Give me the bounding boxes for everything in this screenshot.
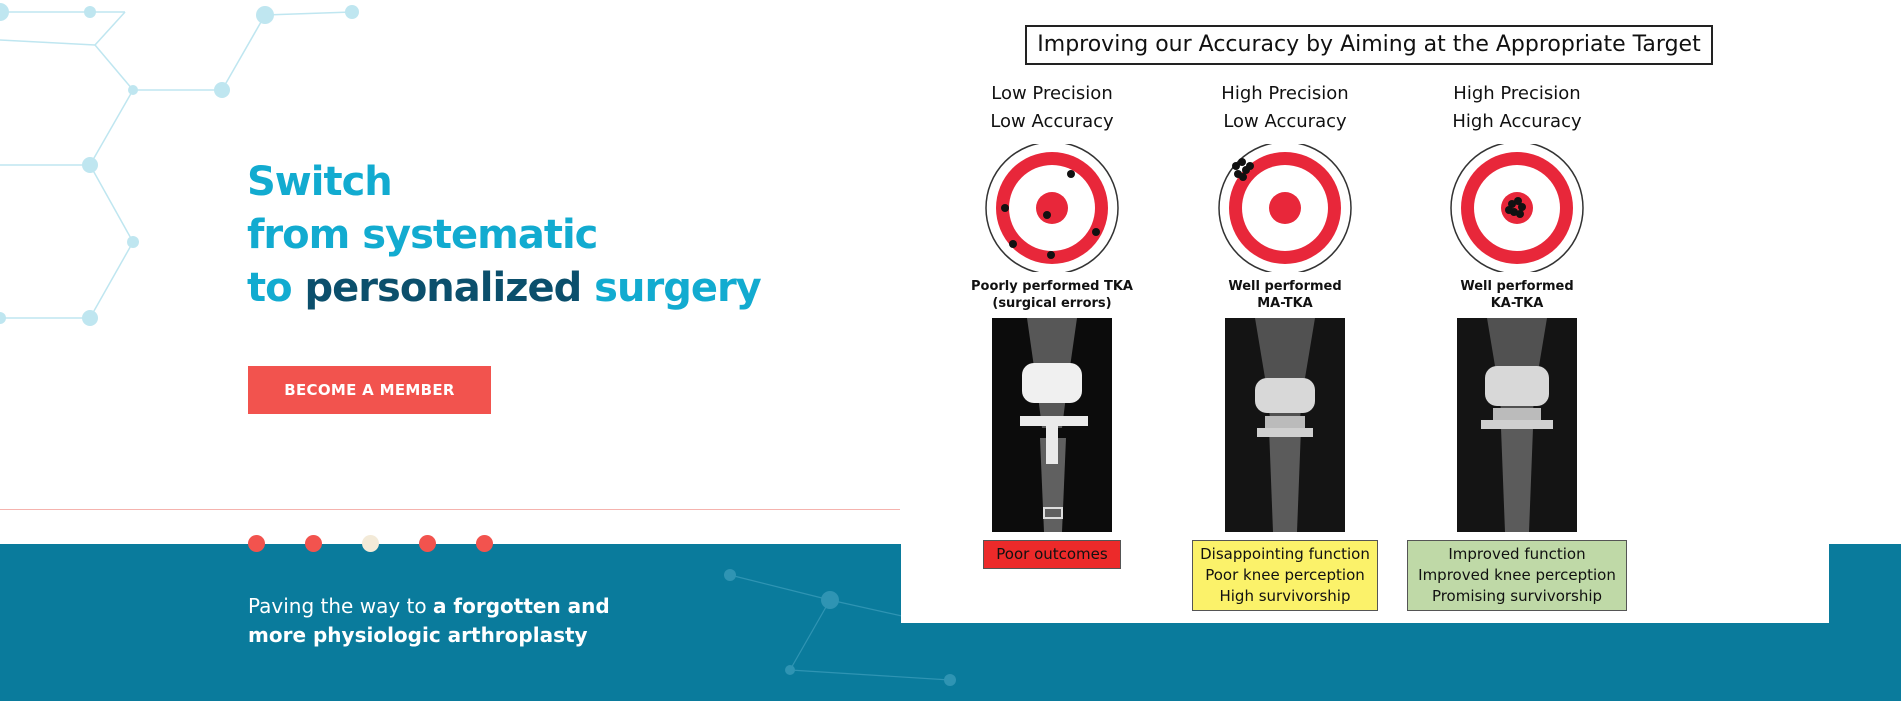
carousel-dots xyxy=(248,535,493,552)
carousel-dot-1[interactable] xyxy=(248,535,265,552)
xray-image-poorly-performed-tka xyxy=(992,318,1112,532)
column-heading-1: Low Precision xyxy=(991,83,1113,104)
divider-line xyxy=(0,509,900,510)
target-icon xyxy=(983,144,1121,272)
column-caption xyxy=(1402,278,1632,312)
hero-title-line-3-pre: to xyxy=(247,265,305,311)
column-caption xyxy=(1170,278,1400,312)
column-heading-2: High Accuracy xyxy=(1452,111,1582,132)
column-heading-1: High Precision xyxy=(1221,83,1349,104)
outcome-line-1: Improved function xyxy=(1448,545,1586,563)
hero-title-line-1: Switch xyxy=(247,159,392,205)
carousel-dot-4[interactable] xyxy=(419,535,436,552)
outcome-line-1: Disappointing function xyxy=(1200,545,1370,563)
column-heading-2: Low Accuracy xyxy=(990,111,1114,132)
figure-column-high-precision-low-accuracy xyxy=(1170,80,1400,611)
column-caption-line-2: (surgical errors) xyxy=(992,296,1112,311)
hero-title-line-3 xyxy=(247,262,761,315)
carousel-dot-2[interactable] xyxy=(305,535,322,552)
outcome-box xyxy=(1407,540,1627,611)
target-icon xyxy=(1216,144,1354,272)
column-heading-1: High Precision xyxy=(1453,83,1581,104)
figure-column-high-precision-high-accuracy xyxy=(1402,80,1632,611)
figure-card xyxy=(901,0,1829,623)
column-caption-line-1: Poorly performed TKA xyxy=(971,279,1133,294)
carousel-dot-3[interactable] xyxy=(362,535,379,552)
column-caption-line-2: KA-TKA xyxy=(1490,296,1544,311)
outcome-line-2: Poor knee perception xyxy=(1205,566,1365,584)
hero-title-line-3-post: surgery xyxy=(581,265,761,311)
xray-image-ma-tka xyxy=(1225,318,1345,532)
outcome-box xyxy=(1192,540,1378,611)
tagline-bold-2: more physiologic arthroplasty xyxy=(248,623,588,647)
outcome-box xyxy=(983,540,1121,569)
outcome-line-3: High survivorship xyxy=(1219,587,1351,605)
carousel-dot-5[interactable] xyxy=(476,535,493,552)
hero-title-line-2: from systematic xyxy=(247,212,598,258)
column-caption-line-1: Well performed xyxy=(1460,279,1574,294)
outcome-line-3: Promising survivorship xyxy=(1431,587,1603,605)
column-caption xyxy=(937,278,1167,312)
hero-title-highlight: personalized xyxy=(304,265,582,311)
target-icon xyxy=(1448,144,1586,272)
hero-title xyxy=(247,156,761,315)
column-caption-line-1: Well performed xyxy=(1228,279,1342,294)
column-heading-2: Low Accuracy xyxy=(1223,111,1347,132)
tagline xyxy=(248,592,668,650)
xray-image-ka-tka xyxy=(1457,318,1577,532)
become-member-button[interactable]: BECOME A MEMBER xyxy=(248,366,491,414)
figure-title: Improving our Accuracy by Aiming at the Appropriate Target xyxy=(1025,25,1713,65)
column-caption-line-2: MA-TKA xyxy=(1257,296,1313,311)
tagline-bold-1: a forgotten and xyxy=(432,594,610,618)
outcome-line-1: Poor outcomes xyxy=(996,545,1108,563)
outcome-line-2: Improved knee perception xyxy=(1418,566,1616,584)
figure-column-low-precision-low-accuracy xyxy=(937,80,1167,569)
tagline-pre: Paving the way to xyxy=(248,594,433,618)
